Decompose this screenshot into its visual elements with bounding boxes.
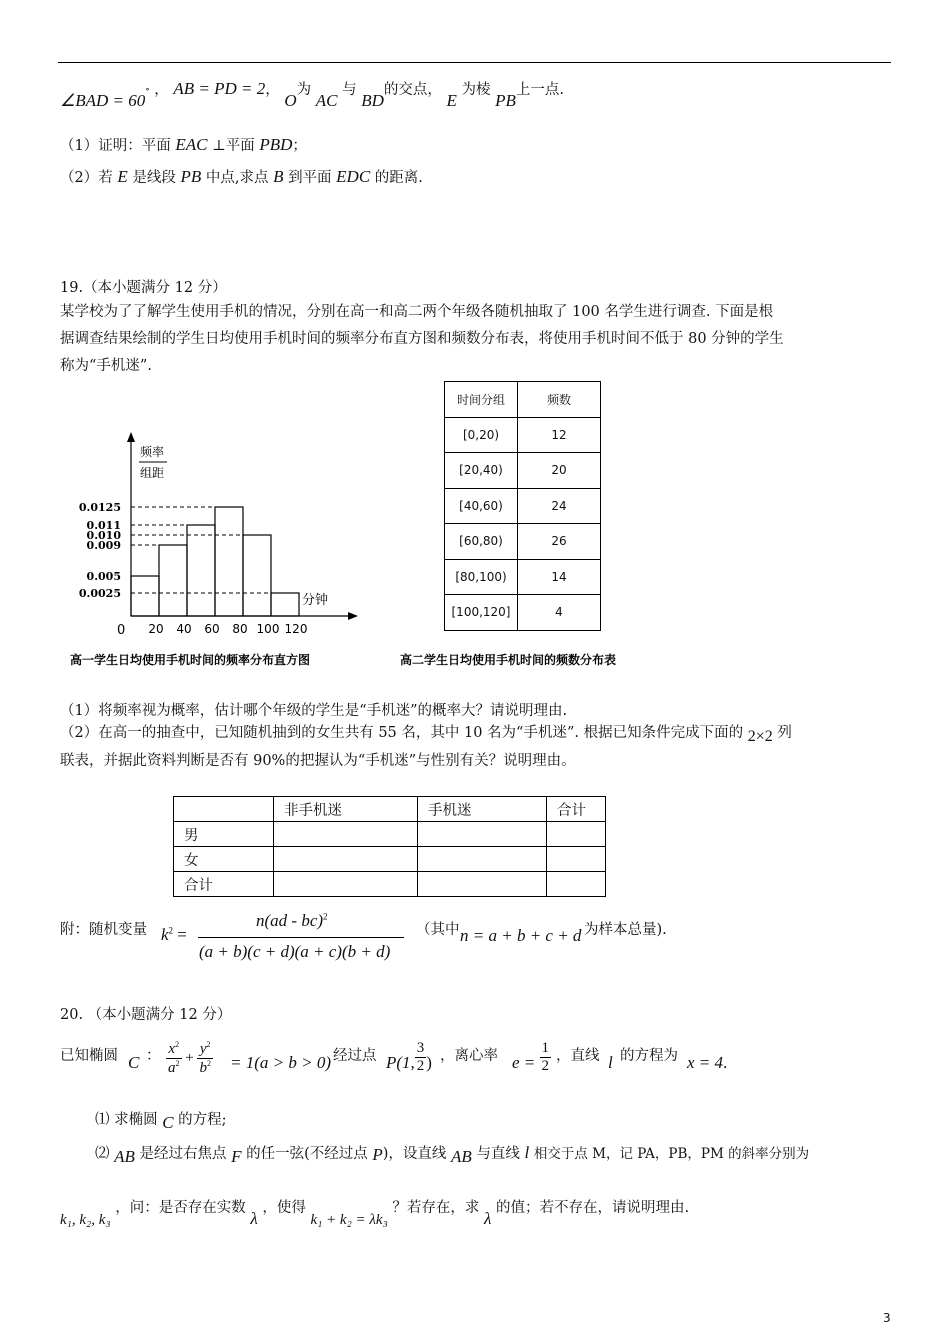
y-axis-arrow xyxy=(127,432,135,442)
p19-intro-line-2: 据调查结果绘制的学生日均使用手机时间的频率分布直方图和频数分布表，将使用手机时间不低于 80 分钟的学生 xyxy=(60,331,784,347)
histogram-bar xyxy=(215,507,243,616)
p18-question-2: （2）若 E 是线段 PB 中点,求点 B 到平面 EDC 的距离. xyxy=(60,167,423,186)
table-cell: [40,60) xyxy=(445,488,518,524)
table-cell xyxy=(547,847,606,872)
table-header-cell xyxy=(174,797,274,822)
p20-line-label: ，直线 xyxy=(556,1048,600,1064)
table-row xyxy=(174,872,606,897)
histogram-bar xyxy=(159,545,187,616)
p19-header: 19.（本小题满分 12 分） xyxy=(60,280,227,296)
table-header-cell: 手机迷 xyxy=(418,797,547,822)
p20-question-2-continued: k₁, k₂, k₃ ，问：是否存在实数 λ ，使得 k₁ + k₂ = λk₃ ？若存在，求 λ 的值；若不存在，请说明理由. xyxy=(60,1200,690,1228)
formula-k: $k^2$ = xyxy=(161,925,187,944)
ellipse-x-term: $\frac{x^2}{a^2}$ + $\frac{y^2}{b^2}$ xyxy=(168,1040,211,1076)
y-label-numerator: 频率 xyxy=(140,445,165,459)
line-equation: x = 4. xyxy=(687,1053,728,1072)
table-cell xyxy=(418,822,547,847)
table-cell xyxy=(547,872,606,897)
ellipse-name: C xyxy=(128,1053,140,1072)
table-header-row xyxy=(445,382,601,418)
table-header-cell: 非手机迷 xyxy=(274,797,418,822)
table-cell: 合计 xyxy=(174,872,274,897)
table-row xyxy=(445,417,601,453)
p19-note-label: 附：随机变量 xyxy=(60,922,147,938)
p19-question-1: （1）将频率视为概率，估计哪个年级的学生是“手机迷”的概率大？请说明理由. xyxy=(60,703,568,719)
x-tick-label: 80 xyxy=(232,622,248,636)
contingency-table xyxy=(173,796,606,897)
table-row xyxy=(445,595,601,631)
table-row xyxy=(445,488,601,524)
y-tick-label: 0.005 xyxy=(86,570,121,583)
table-cell: 26 xyxy=(518,524,601,560)
ellipse-condition: = 1(a > b > 0) xyxy=(230,1053,331,1072)
table-cell: [80,100) xyxy=(445,559,518,595)
p18-condition-line: ∠BAD = 60∘ ， AB = PD = 2， O为 AC 与 BD的交点， E 为棱 PB上一点. xyxy=(60,79,565,110)
p20-question-1: ⑴ 求椭圆 C 的方程; xyxy=(95,1112,227,1132)
table-cell: [20,40) xyxy=(445,453,518,489)
x-tick-label: 60 xyxy=(204,622,220,636)
formula-denominator: (a + b)(c + d)(a + c)(b + d) xyxy=(199,942,391,961)
x-tick-label: 120 xyxy=(284,622,308,636)
table-cell: 4 xyxy=(518,595,601,631)
x-axis-arrow xyxy=(348,612,358,620)
p20-colon: ： xyxy=(146,1048,161,1064)
x-tick-label: 40 xyxy=(176,622,192,636)
formula-fraction-bar xyxy=(198,937,404,938)
p20-equation-label: 的方程为 xyxy=(620,1048,678,1064)
p19-intro-line-3: 称为“手机迷”. xyxy=(60,358,152,374)
table-header-cell: 合计 xyxy=(547,797,606,822)
table-cell xyxy=(274,872,418,897)
x-axis-label: 分钟 xyxy=(302,593,329,608)
histogram-bar xyxy=(187,525,215,616)
histogram-bar xyxy=(131,576,159,616)
p19-question-2-line-1: （2）在高一的抽查中，已知随机抽到的女生共有 55 名，其中 10 名为“手机迷”. 根据已知条件完成下面的 2×2 列 xyxy=(60,725,792,745)
x-tick-label: 100 xyxy=(256,622,280,636)
y-tick-label: 0.009 xyxy=(86,539,121,552)
histogram-bar xyxy=(243,535,271,616)
table-cell: 女 xyxy=(174,847,274,872)
x-tick-label: 20 xyxy=(148,622,164,636)
y-tick-label: 0.011 xyxy=(86,519,121,532)
p19-note-mid: （其中 xyxy=(416,922,460,938)
point-p: P(1, $\frac{3}{2}$ ) xyxy=(386,1039,432,1074)
table-cell: [100,120] xyxy=(445,595,518,631)
y-tick-label: 0.010 xyxy=(86,529,121,542)
p20-question-2: ⑵ AB 是经过右焦点 F 的任一弦(不经过点 P)，设直线 AB 与直线 l 相交于点 M，记 PA，PB，PM 的斜率分别为 xyxy=(95,1143,810,1166)
table-cell: [0,20) xyxy=(445,417,518,453)
formula-n: n = a + b + c + d xyxy=(460,926,582,945)
table-cell xyxy=(418,872,547,897)
p20-intro-a: 已知椭圆 xyxy=(60,1048,118,1064)
frequency-table-caption: 高二学生日均使用手机时间的频数分布表 xyxy=(400,653,617,667)
table-cell: 男 xyxy=(174,822,274,847)
table-row xyxy=(174,822,606,847)
table-header-cell: 时间分组 xyxy=(445,382,518,418)
y-tick-label: 0.0125 xyxy=(78,501,121,514)
table-cell: 14 xyxy=(518,559,601,595)
table-cell: 24 xyxy=(518,488,601,524)
table-cell: [60,80) xyxy=(445,524,518,560)
p20-eccentricity-label: ，离心率 xyxy=(440,1048,498,1064)
table-header-cell: 频数 xyxy=(518,382,601,418)
table-cell xyxy=(547,822,606,847)
table-cell xyxy=(274,822,418,847)
table-row xyxy=(445,453,601,489)
table-row xyxy=(174,847,606,872)
origin-label: 0 xyxy=(117,623,126,638)
y-tick-label: 0.0025 xyxy=(78,587,121,600)
line-l: l xyxy=(608,1053,613,1072)
histogram-bar xyxy=(271,593,299,616)
frequency-table xyxy=(444,381,601,631)
p20-header: 20. （本小题满分 12 分） xyxy=(60,1007,232,1023)
page-number: 3 xyxy=(883,1311,891,1325)
p19-note-end: 为样本总量). xyxy=(584,922,667,938)
table-row xyxy=(445,524,601,560)
formula-numerator: n(ad - bc)$^2$ xyxy=(256,911,328,930)
y-label-denominator: 组距 xyxy=(140,466,165,480)
p18-question-1: （1）证明：平面 EAC ⊥平面 PBD； xyxy=(60,135,307,154)
eccentricity: e = $\frac{1}{2}$ xyxy=(512,1039,550,1074)
p19-question-2-line-2: 联表，并据此资料判断是否有 90%的把握认为“手机迷”与性别有关？说明理由。 xyxy=(60,753,576,769)
histogram-caption: 高一学生日均使用手机时间的频率分布直方图 xyxy=(70,653,311,667)
p20-passes: 经过点 xyxy=(333,1048,377,1064)
table-cell xyxy=(418,847,547,872)
table-cell: 12 xyxy=(518,417,601,453)
table-row xyxy=(445,559,601,595)
table-cell xyxy=(274,847,418,872)
p19-intro-line-1: 某学校为了了解学生使用手机的情况，分别在高一和高二两个年级各随机抽取了 100 名学生进行调查. 下面是根 xyxy=(60,304,774,320)
table-cell: 20 xyxy=(518,453,601,489)
table-header-row xyxy=(174,797,606,822)
